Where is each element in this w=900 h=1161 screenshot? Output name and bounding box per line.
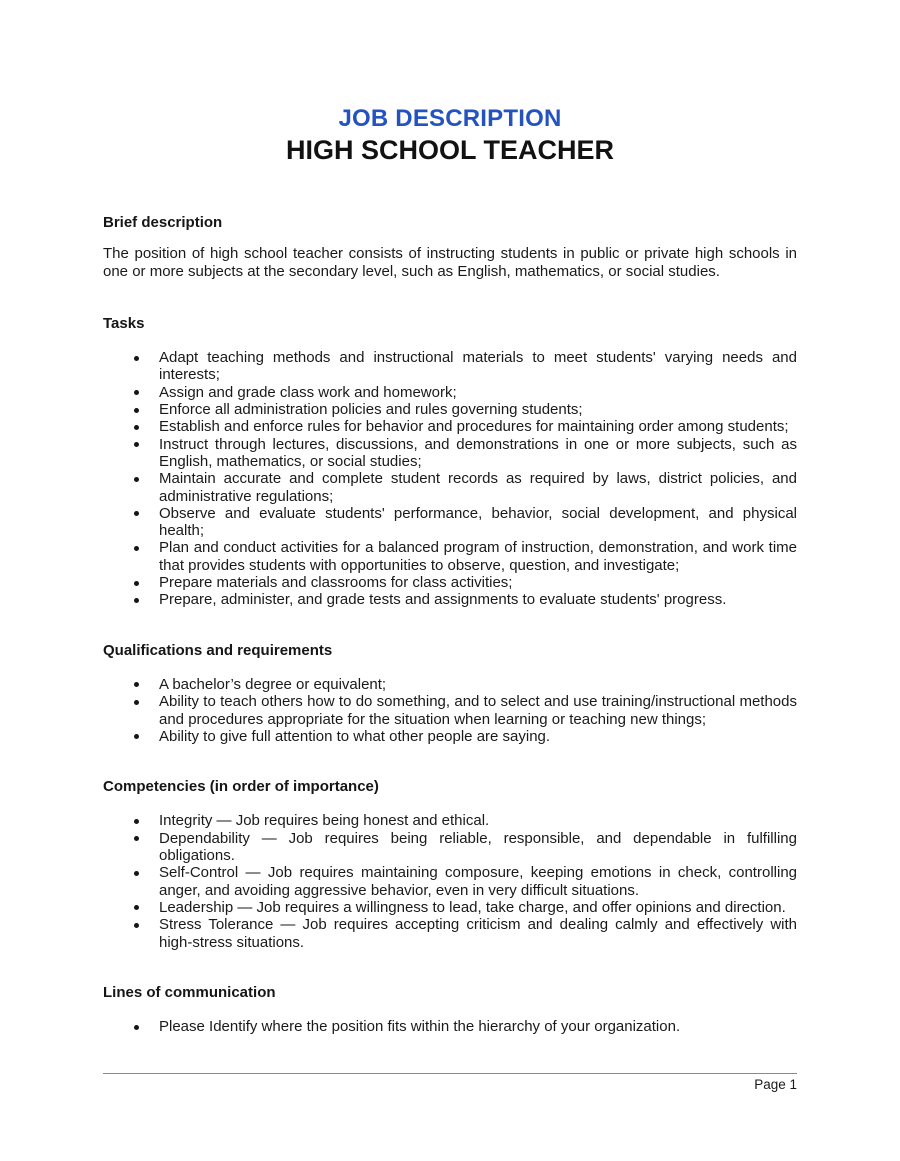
heading-tasks: Tasks xyxy=(103,314,145,332)
list-item xyxy=(103,384,797,401)
document-subtitle: HIGH SCHOOL TEACHER xyxy=(285,135,615,165)
list-item xyxy=(103,728,797,745)
brief-description-text: The position of high school teacher consists of instructing students in public or private high schools in one or more subjects at the secondary level, such as English, mathematics, or social studies. xyxy=(103,245,797,280)
list-item xyxy=(103,401,797,418)
list-item xyxy=(103,591,797,608)
bullet-icon xyxy=(134,442,139,447)
list-item-text: Establish and enforce rules for behavior and procedures for maintaining order among students; xyxy=(159,418,789,436)
heading-lines-of-communication: Lines of communication xyxy=(103,983,276,1001)
bullet-icon xyxy=(134,700,139,705)
section-qualifications xyxy=(103,642,797,745)
list-item-text: Instruct through lectures, discussions, and demonstrations in one or more subjects, such as English, mathematics, or social studies; xyxy=(159,435,797,470)
list-item-text: Please Identify where the position fits within the hierarchy of your organization. xyxy=(159,1018,681,1036)
heading-brief-description: Brief description xyxy=(103,214,223,231)
heading-competencies: Competencies (in order of importance) xyxy=(103,778,379,796)
list-item xyxy=(103,812,797,829)
list-item xyxy=(103,470,797,505)
section-competencies xyxy=(103,778,797,951)
list-item-text: Self-Control — Job requires maintaining composure, keeping emotions in check, controlling anger, and avoiding aggressive behavior, even in very difficult situations. xyxy=(159,864,797,899)
section-brief-description xyxy=(103,214,797,280)
bullet-icon xyxy=(134,1025,139,1030)
list-item-text: Ability to give full attention to what other people are saying. xyxy=(159,727,551,745)
bullet-icon xyxy=(134,408,139,413)
bullet-icon xyxy=(134,734,139,739)
list-item xyxy=(103,418,797,435)
list-item-text: Leadership — Job requires a willingness to lead, take charge, and offer opinions and direction. xyxy=(159,898,786,916)
list-item-text: Prepare materials and classrooms for class activities; xyxy=(159,574,513,592)
list-item xyxy=(103,539,797,574)
bullet-icon xyxy=(134,836,139,841)
bullet-icon xyxy=(134,923,139,928)
list-item-text: A bachelor’s degree or equivalent; xyxy=(159,675,387,693)
list-item xyxy=(103,676,797,693)
list-item xyxy=(103,436,797,471)
bullet-icon xyxy=(134,425,139,430)
list-item-text: Prepare, administer, and grade tests and assignments to evaluate students' progress. xyxy=(159,591,727,609)
list-item xyxy=(103,864,797,899)
qualifications-list xyxy=(103,676,797,745)
bullet-icon xyxy=(134,598,139,603)
list-item xyxy=(103,1018,797,1035)
list-item xyxy=(103,830,797,865)
list-item xyxy=(103,349,797,384)
list-item-text: Observe and evaluate students' performance, behavior, social development, and physical health; xyxy=(159,504,797,540)
list-item-text: Integrity — Job requires being honest and ethical. xyxy=(159,812,490,830)
bullet-icon xyxy=(134,356,139,361)
bullet-icon xyxy=(134,871,139,876)
list-item-text: Dependability — Job requires being reliable, responsible, and dependable in fulfilling obligations. xyxy=(159,829,797,865)
list-item-text: Adapt teaching methods and instructional materials to meet students' varying needs and interests; xyxy=(159,349,797,384)
lines-of-communication-list xyxy=(103,1018,797,1035)
heading-qualifications: Qualifications and requirements xyxy=(103,641,333,659)
bullet-icon xyxy=(134,905,139,910)
bullet-icon xyxy=(134,581,139,586)
list-item xyxy=(103,574,797,591)
page-number: Page 1 xyxy=(754,1077,797,1092)
bullet-icon xyxy=(134,511,139,516)
list-item-text: Plan and conduct activities for a balanced program of instruction, demonstration, and work time that provides students with opportunities to observe, question, and investigate; xyxy=(159,539,797,574)
section-lines-of-communication xyxy=(103,984,797,1036)
list-item xyxy=(103,916,797,951)
list-item-text: Ability to teach others how to do something, and to select and use training/instructional methods and procedures appropriate for the situation when learning or teaching new things; xyxy=(159,693,797,728)
list-item-text: Enforce all administration policies and rules governing students; xyxy=(159,401,583,419)
document-title: JOB DESCRIPTION xyxy=(338,105,562,132)
bullet-icon xyxy=(134,477,139,482)
bullet-icon xyxy=(134,682,139,687)
list-item xyxy=(103,505,797,540)
list-item-text: Assign and grade class work and homework; xyxy=(159,383,457,401)
bullet-icon xyxy=(134,819,139,824)
bullet-icon xyxy=(134,390,139,395)
section-tasks xyxy=(103,315,797,609)
list-item-text: Maintain accurate and complete student records as required by laws, district policies, and administrative regulations; xyxy=(159,470,797,505)
bullet-icon xyxy=(134,546,139,551)
competencies-list xyxy=(103,812,797,950)
list-item xyxy=(103,693,797,728)
document-header xyxy=(103,0,797,166)
page-footer xyxy=(103,1073,797,1093)
list-item xyxy=(103,899,797,916)
list-item-text: Stress Tolerance — Job requires accepting criticism and dealing calmly and effectively with high-stress situations. xyxy=(159,916,797,951)
tasks-list xyxy=(103,349,797,608)
